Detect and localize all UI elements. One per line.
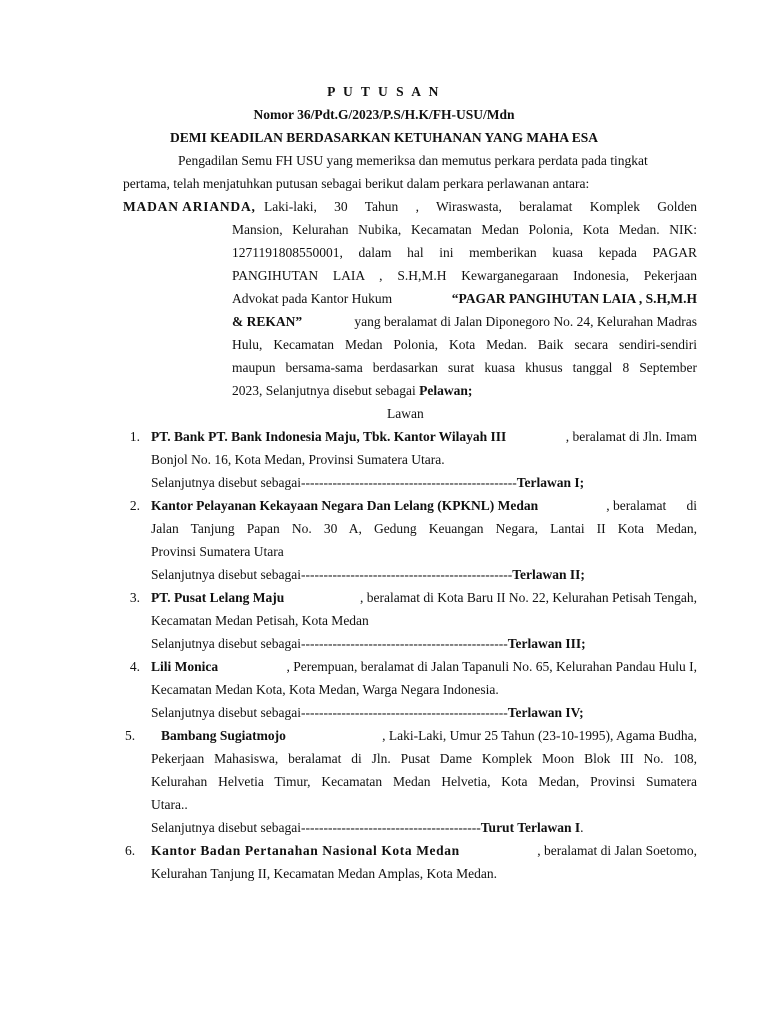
dash-leader: -----------------------------------------------	[300, 567, 513, 582]
case-number: Nomor 36/Pdt.G/2023/P.S/H.K/FH-USU/Mdn	[253, 107, 515, 122]
party-5-address-start: , Laki-Laki, Umur 25 Tahun (23-10-1995), Agama Budha,	[382, 728, 697, 743]
plaintiff-line-3: 1271191808550001, dalam hal ini memberikan kuasa kepada PAGAR	[232, 245, 697, 260]
party-3-name: PT. Pusat Lelang Maju	[151, 590, 285, 605]
dash-leader: ----------------------------------------------	[300, 705, 508, 720]
party-3-line-1	[151, 589, 697, 607]
party-3-designation	[151, 635, 586, 653]
party-6-number: 6.	[125, 843, 136, 858]
party-1-address-start: , beralamat di Jln. Imam	[565, 429, 697, 444]
plaintiff-line-5	[232, 290, 697, 308]
designation-label: Selanjutnya disebut sebagai	[151, 636, 301, 651]
party-1-number: 1.	[129, 429, 140, 444]
versus-label: Lawan	[387, 406, 424, 421]
law-firm-name: “PAGAR PANGIHUTAN LAIA , S.H,M.H	[451, 291, 697, 306]
plaintiff-line-9	[232, 382, 472, 400]
designation-label: Selanjutnya disebut sebagai	[151, 475, 301, 490]
party-2-designation	[151, 566, 585, 584]
party-2-line-3: Provinsi Sumatera Utara	[151, 544, 284, 559]
party-1-line-2: Bonjol No. 16, Kota Medan, Provinsi Sumatera Utara.	[151, 452, 445, 467]
plaintiff-role: Pelawan;	[419, 383, 473, 398]
party-5-line-2: Pekerjaan Mahasiswa, beralamat di Jln. Pusat Dame Komplek Moon Blok III No. 108,	[151, 751, 697, 766]
party-3-role: Terlawan III;	[507, 636, 586, 651]
period: .	[580, 820, 584, 835]
party-4-address-start: , Perempuan, beralamat di Jalan Tapanuli No. 65, Kelurahan Pandau Hulu I,	[286, 659, 697, 674]
party-5-number: 5.	[125, 728, 136, 743]
party-4-number: 4.	[129, 659, 140, 674]
party-5-role: Turut Terlawan I	[480, 820, 581, 835]
party-6-name: Kantor Badan Pertanahan Nasional Kota Medan	[151, 843, 460, 858]
designation-label: Selanjutnya disebut sebagai	[151, 567, 301, 582]
party-6-address-start: , beralamat di Jalan Soetomo,	[537, 843, 697, 858]
plaintiff-line-2: Mansion, Kelurahan Nubika, Kecamatan Medan Polonia, Kota Medan. NIK:	[232, 222, 697, 237]
designation-label: Selanjutnya disebut sebagai	[151, 820, 301, 835]
party-6-line-2: Kelurahan Tanjung II, Kecamatan Medan Amplas, Kota Medan.	[151, 866, 497, 881]
party-5-designation	[151, 819, 583, 837]
plaintiff-line-6-text: yang beralamat di Jalan Diponegoro No. 24, Kelurahan Madras	[354, 314, 697, 329]
plaintiff-line-8: maupun bersama-sama berdasarkan surat kuasa khusus tanggal 8 September	[232, 360, 697, 375]
designation-label: Selanjutnya disebut sebagai	[151, 705, 301, 720]
plaintiff-line-5-text: Advokat pada Kantor Hukum	[232, 291, 393, 306]
party-3-line-2: Kecamatan Medan Petisah, Kota Medan	[151, 613, 369, 628]
party-2-name: Kantor Pelayanan Kekayaan Negara Dan Lelang (KPKNL) Medan	[151, 498, 539, 513]
party-2-line-2: Jalan Tanjung Papan No. 30 A, Gedung Keuangan Negara, Lantai II Kota Medan,	[151, 521, 697, 536]
intro-line-1: Pengadilan Semu FH USU yang memeriksa dan memutus perkara perdata pada tingkat	[178, 153, 648, 168]
party-6-line-1	[151, 842, 697, 860]
plaintiff-line-9-text: 2023, Selanjutnya disebut sebagai	[232, 383, 416, 398]
plaintiff-line-7: Hulu, Kecamatan Medan Polonia, Kota Medan. Baik secara sendiri-sendiri	[232, 337, 697, 352]
party-4-designation	[151, 704, 584, 722]
party-3-address-start: , beralamat di Kota Baru II No. 22, Kelurahan Petisah Tengah,	[360, 590, 697, 605]
party-1-line-1	[151, 428, 697, 446]
document-title: P U T U S A N	[327, 84, 441, 99]
intro-line-2: pertama, telah menjatuhkan putusan sebagai berikut dalam perkara perlawanan antara:	[123, 176, 590, 191]
party-4-line-1	[151, 658, 697, 676]
law-firm-suffix: & REKAN”	[232, 314, 303, 329]
party-1-designation	[151, 474, 584, 492]
party-1-name: PT. Bank PT. Bank Indonesia Maju, Tbk. Kantor Wilayah III	[151, 429, 507, 444]
party-2-line-1	[151, 497, 697, 515]
party-4-role: Terlawan IV;	[507, 705, 584, 720]
party-2-address-start: , beralamat di	[606, 498, 697, 513]
plaintiff-name: MADAN ARIANDA,	[123, 199, 256, 214]
dash-leader: ------------------------------------------------	[300, 475, 517, 490]
court-motto: DEMI KEADILAN BERDASARKAN KETUHANAN YANG MAHA ESA	[169, 130, 599, 145]
party-5-line-4: Utara..	[151, 797, 188, 812]
party-5-name: Bambang Sugiatmojo	[161, 728, 286, 743]
party-4-line-2: Kecamatan Medan Kota, Kota Medan, Warga Negara Indonesia.	[151, 682, 499, 697]
party-5-line-3: Kelurahan Helvetia Timur, Kecamatan Medan Helvetia, Kota Medan, Provinsi Sumatera	[151, 774, 697, 789]
party-1-role: Terlawan I;	[516, 475, 585, 490]
dash-leader: ----------------------------------------	[300, 820, 481, 835]
plaintiff-line-1: Laki-laki, 30 Tahun , Wiraswasta, beralamat Komplek Golden	[264, 199, 697, 214]
dash-leader: ----------------------------------------------	[300, 636, 508, 651]
party-3-number: 3.	[129, 590, 140, 605]
party-5-line-1	[161, 727, 697, 745]
party-4-name: Lili Monica	[151, 659, 219, 674]
party-2-number: 2.	[129, 498, 140, 513]
plaintiff-line-6	[232, 313, 697, 331]
plaintiff-line-4: PANGIHUTAN LAIA , S.H,M.H Kewarganegaraan Indonesia, Pekerjaan	[232, 268, 697, 283]
party-2-role: Terlawan II;	[512, 567, 585, 582]
